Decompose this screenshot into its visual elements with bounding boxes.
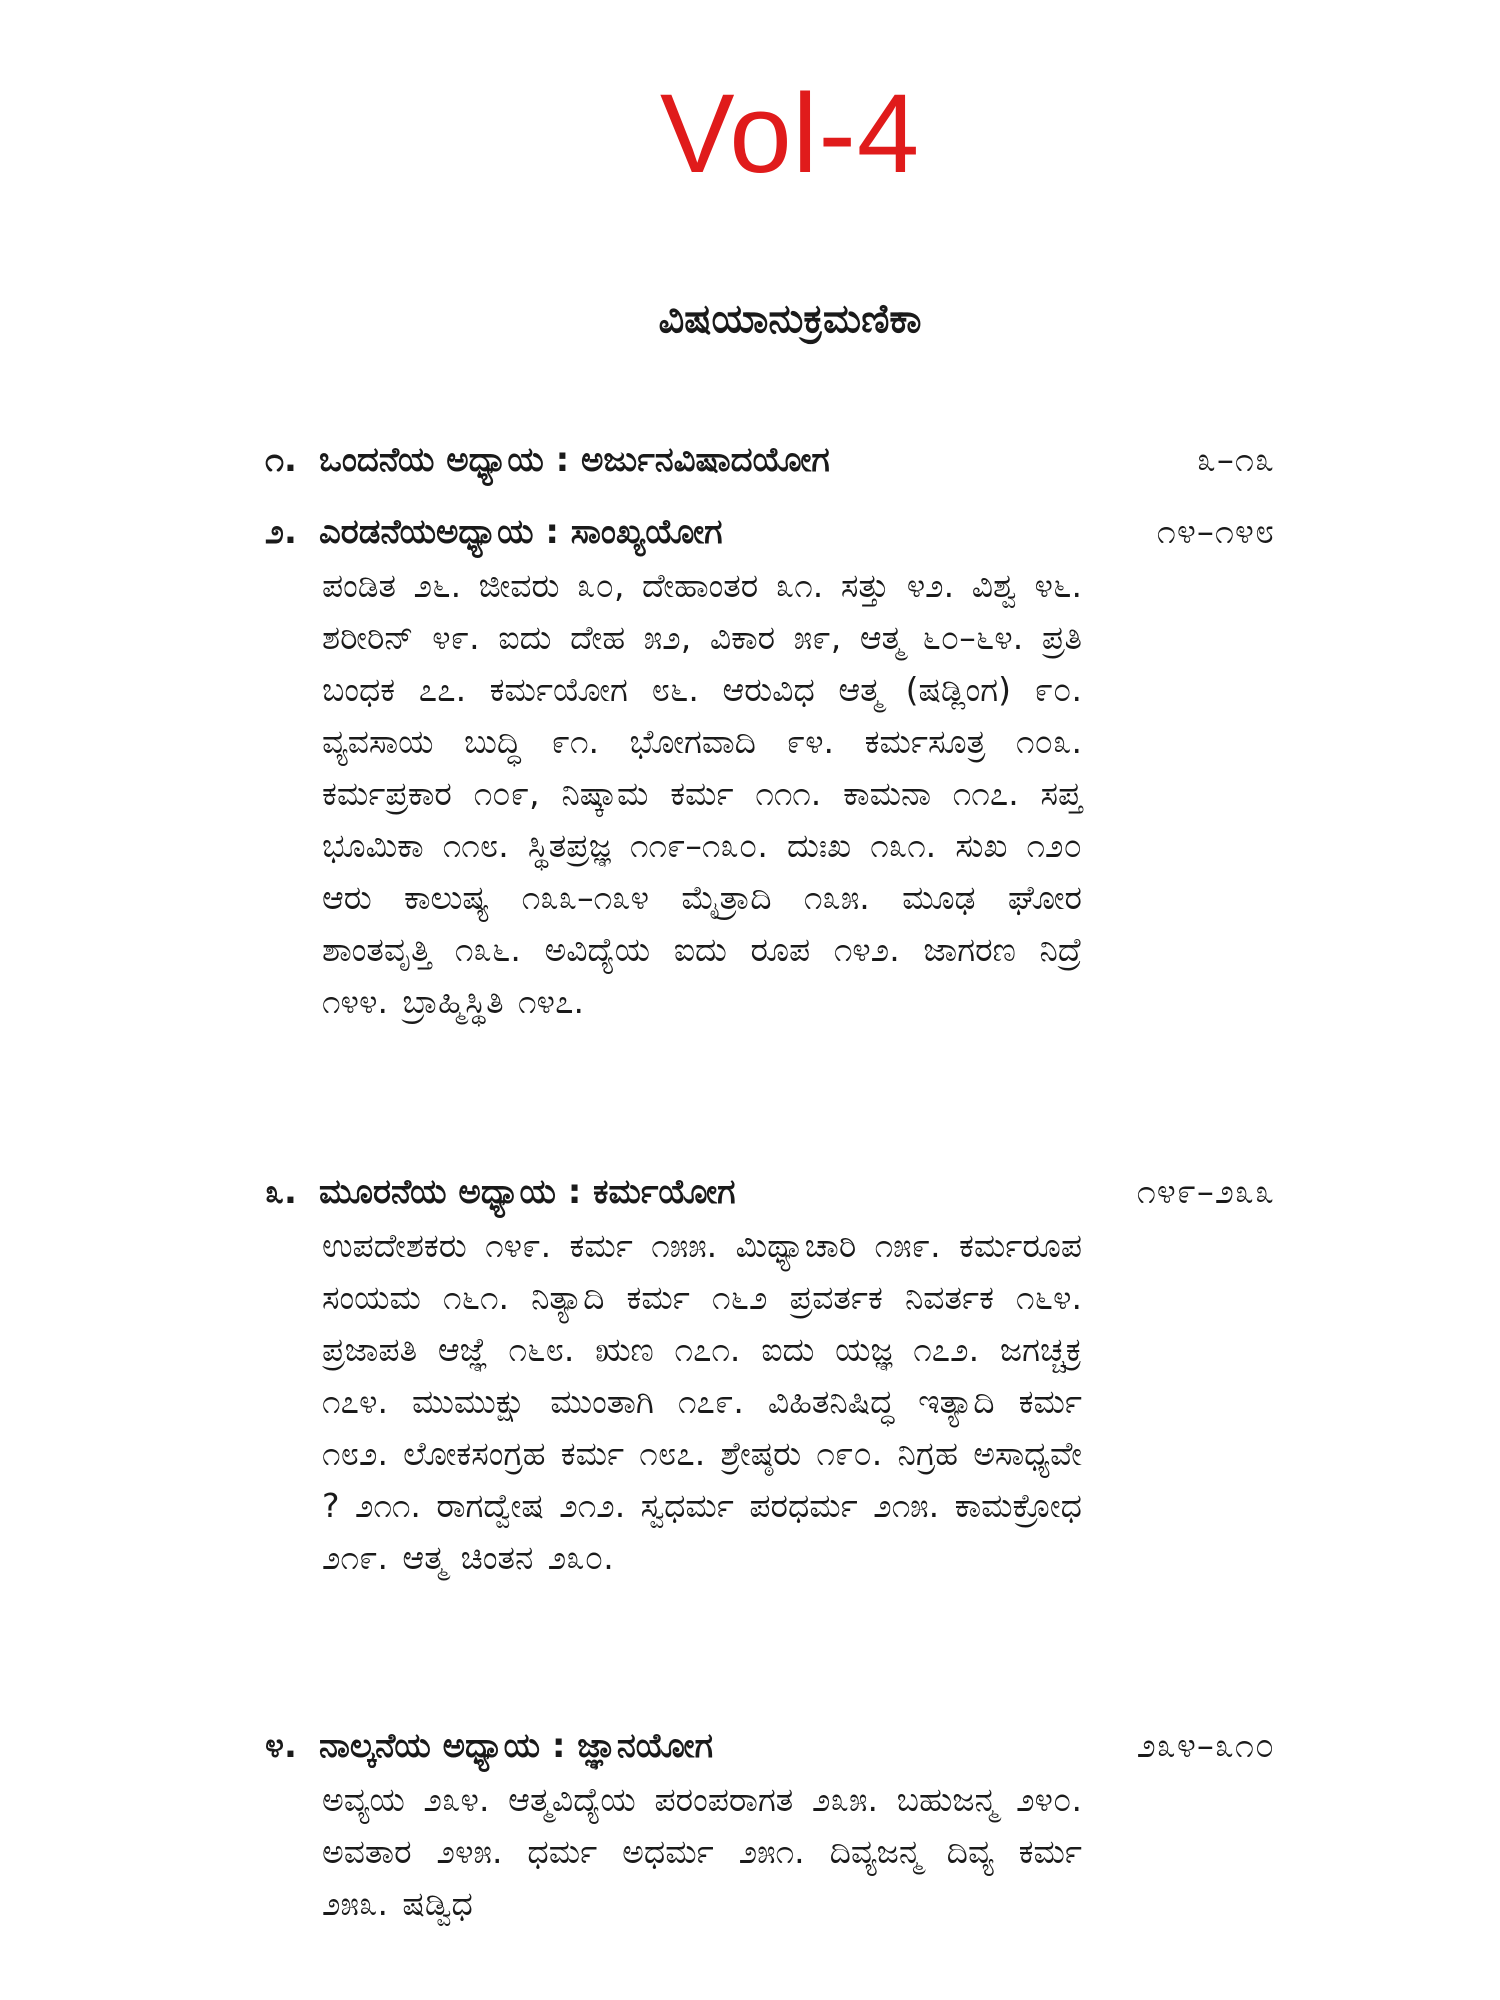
chapter-title: ನಾಲ್ಕನೆಯ ಅಧ್ಯಾಯ : ಜ್ಞಾನಯೋಗ [318, 1726, 713, 1766]
chapter-pages: ೩–೧೩ [1196, 440, 1275, 480]
chapter-topics: ಅವ್ಯಯ ೨೩೪. ಆತ್ಮವಿದ್ಯೆಯ ಪರಂಪರಾಗತ ೨೩೫. ಬಹುಜನ್ಮ ೨೪೦. ಅವತಾರ ೨೪೫. ಧರ್ಮ ಅಧರ್ಮ ೨೫೧. ದಿವ್ಯಜನ್ಮ ದಿವ್ಯ ಕರ್ಮ ೨೫೩. ಷಡ್ವಿಧ [322, 1780, 1082, 1923]
chapter-title: ಮೂರನೆಯ ಅಧ್ಯಾಯ : ಕರ್ಮಯೋಗ [318, 1172, 736, 1212]
chapter-title: ಎರಡನೆಯಅಧ್ಯಾಯ : ಸಾಂಖ್ಯಯೋಗ [318, 512, 723, 552]
chapter-topics: ಉಪದೇಶಕರು ೧೪೯. ಕರ್ಮ ೧೫೫. ಮಿಥ್ಯಾಚಾರಿ ೧೫೯. ಕರ್ಮರೂಪ ಸಂಯಮ ೧೬೧. ನಿತ್ಯಾದಿ ಕರ್ಮ ೧೬೨ ಪ್ರವರ್ತಕ ನಿವರ್ತಕ ೧೬೪. ಪ್ರಜಾಪತಿ ಆಜ್ಞೆ ೧೬೮. ಋಣ ೧೭೧. ಐದು ಯಜ್ಞ ೧೭೨. ಜಗಚ್ಚಕ್ರ ೧೭೪. ಮುಮುಕ್ಷು ಮುಂತಾಗಿ ೧೭೯. ವಿಹಿತನಿಷಿದ್ಧ ಇತ್ಯಾದಿ ಕರ್ಮ ೧೮೨. ಲೋಕಸಂಗ್ರಹ ಕರ್ಮ ೧೮೭. ಶ್ರೇಷ್ಠರು ೧೯೦. ನಿಗ್ರಹ ಅಸಾಧ್ಯವೇ ? ೨೧೧. ರಾಗದ್ವೇಷ ೨೧೨. ಸ್ವಧರ್ಮ ಪರಧರ್ಮ ೨೧೫. ಕಾಮಕ್ರೋಧ ೨೧೯. ಆತ್ಮ ಚಿಂತನ ೨೩೦. [322, 1226, 1082, 1577]
chapter-pages: ೨೩೪–೩೧೦ [1136, 1726, 1275, 1766]
chapter-number: ೩. [265, 1172, 297, 1212]
chapter-title: ಒಂದನೆಯ ಅಧ್ಯಾಯ : ಅರ್ಜುನವಿಷಾದಯೋಗ [318, 440, 830, 480]
chapter-heading [265, 440, 1275, 480]
chapter-number: ೨. [265, 512, 297, 552]
chapter-pages: ೧೪–೧೪೮ [1156, 512, 1275, 552]
toc-title: ವಿಷಯಾನುಕ್ರಮಣಿಕಾ [658, 296, 922, 342]
chapter-topics: ಪಂಡಿತ ೨೬. ಜೀವರು ೩೦, ದೇಹಾಂತರ ೩೧. ಸತ್ತು ೪೨. ವಿಶ್ವ ೪೬. ಶರೀರಿನ್ ೪೯. ಐದು ದೇಹ ೫೨, ವಿಕಾರ ೫೯, ಆತ್ಮ ೬೦–೬೪. ಪ್ರತಿ ಬಂಧಕ ೭೭. ಕರ್ಮಯೋಗ ೮೬. ಆರುವಿಧ ಆತ್ಮ (ಷಡ್ಲಿಂಗ) ೯೦. ವ್ಯವಸಾಯ ಬುದ್ಧಿ ೯೧. ಭೋಗವಾದಿ ೯೪. ಕರ್ಮಸೂತ್ರ ೧೦೩. ಕರ್ಮಪ್ರಕಾರ ೧೦೯, ನಿಷ್ಕಾಮ ಕರ್ಮ ೧೧೧. ಕಾಮನಾ ೧೧೭. ಸಪ್ತ ಭೂಮಿಕಾ ೧೧೮. ಸ್ಥಿತಪ್ರಜ್ಞ ೧೧೯–೧೩೦. ದುಃಖ ೧೩೧. ಸುಖ ೧೨೦ ಆರು ಕಾಲುಷ್ಯ ೧೩೩–೧೩೪ ಮೈತ್ರಾದಿ ೧೩೫. ಮೂಢ ಘೋರ ಶಾಂತವೃತ್ತಿ ೧೩೬. ಅವಿದ್ಯೆಯ ಐದು ರೂಪ ೧೪೨. ಜಾಗರಣ ನಿದ್ರೆ ೧೪೪. ಬ್ರಾಹ್ಮಿಸ್ಥಿತಿ ೧೪೭. [322, 566, 1082, 1021]
chapter-heading [265, 512, 1275, 552]
volume-label: Vol-4 [659, 71, 921, 196]
chapter-pages: ೧೪೯–೨೩೩ [1136, 1172, 1275, 1212]
chapter-number: ೧. [265, 440, 297, 480]
chapter-heading [265, 1726, 1275, 1766]
chapter-heading [265, 1172, 1275, 1212]
chapter-number: ೪. [265, 1726, 297, 1766]
